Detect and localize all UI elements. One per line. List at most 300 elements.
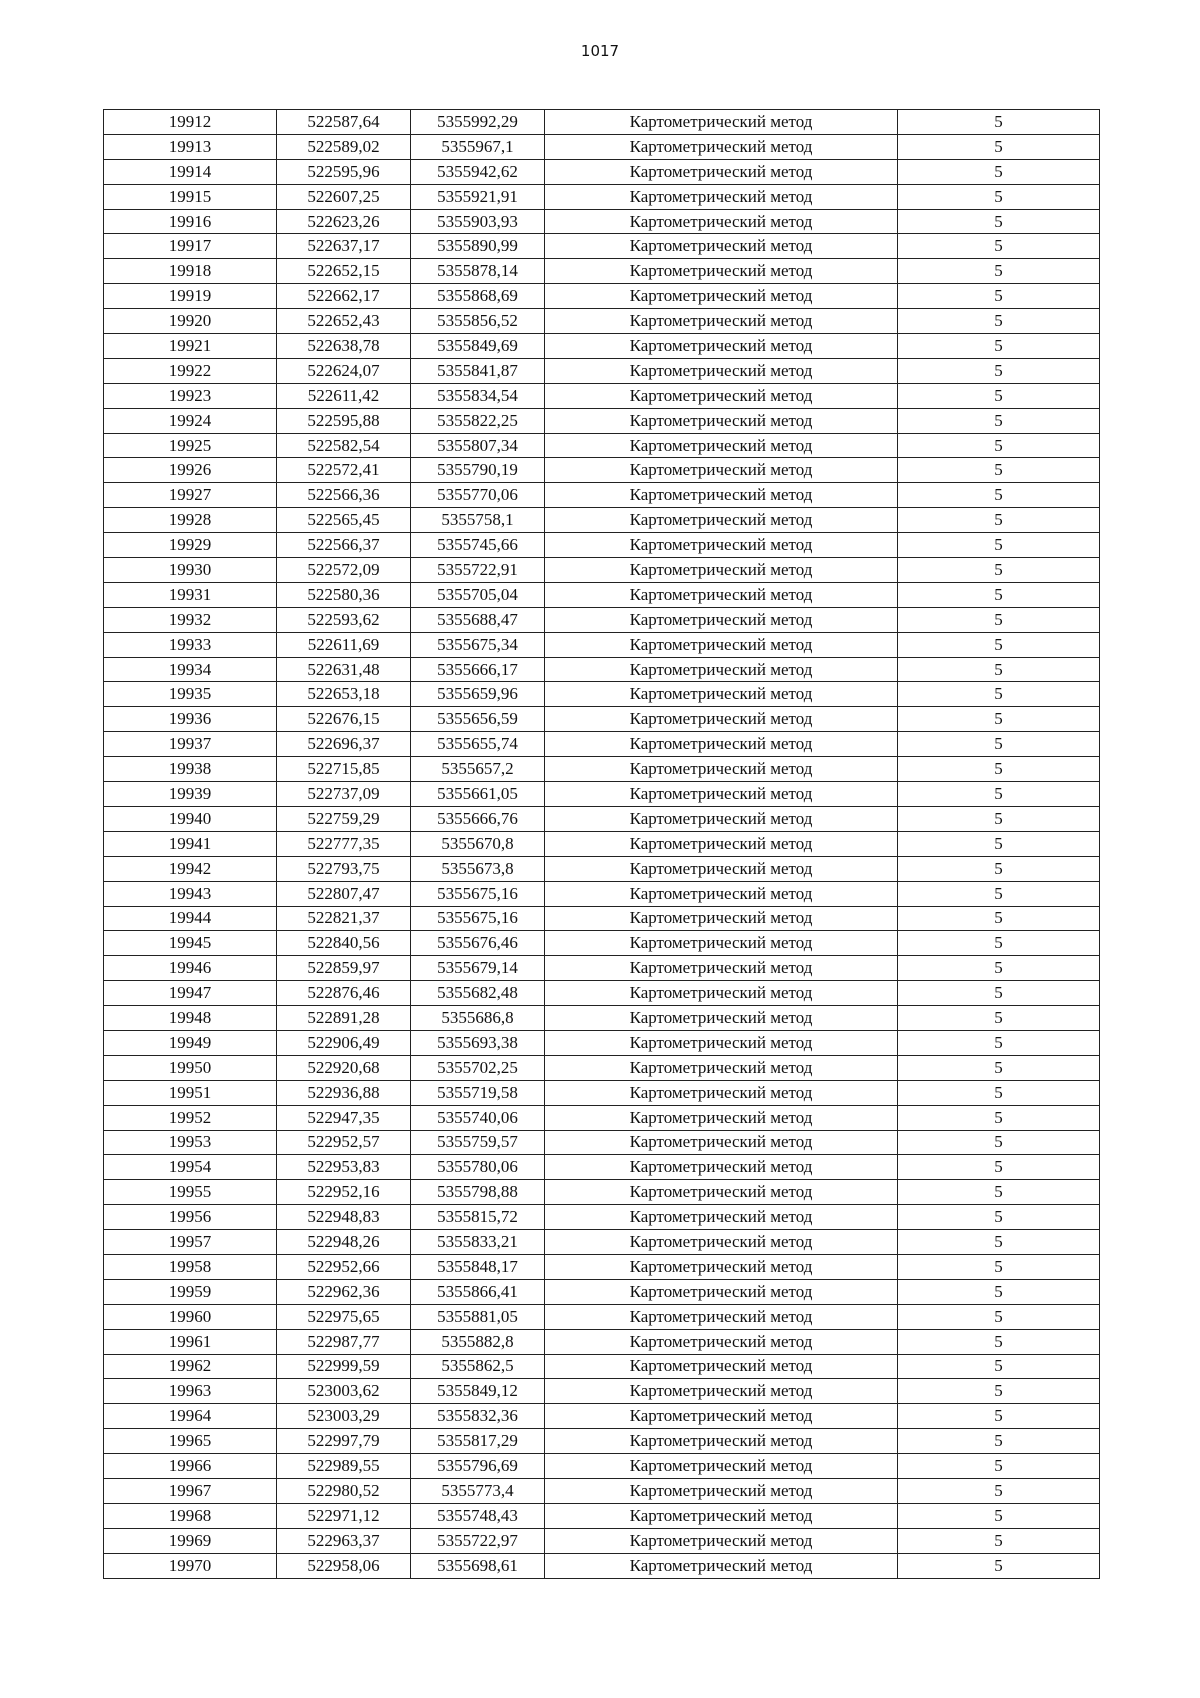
accuracy-cell: 5 — [898, 931, 1100, 956]
x-coordinate-cell: 522589,02 — [277, 134, 411, 159]
x-coordinate-cell: 522821,37 — [277, 906, 411, 931]
method-cell: Картометрический метод — [545, 1354, 898, 1379]
point-number-cell: 19939 — [104, 782, 277, 807]
method-cell: Картометрический метод — [545, 259, 898, 284]
x-coordinate-cell: 522975,65 — [277, 1304, 411, 1329]
x-coordinate-cell: 522566,37 — [277, 533, 411, 558]
method-cell: Картометрический метод — [545, 881, 898, 906]
x-coordinate-cell: 522793,75 — [277, 856, 411, 881]
y-coordinate-cell: 5355748,43 — [411, 1503, 545, 1528]
x-coordinate-cell: 522624,07 — [277, 358, 411, 383]
y-coordinate-cell: 5355868,69 — [411, 284, 545, 309]
table-row — [104, 284, 1100, 309]
method-cell: Картометрический метод — [545, 1080, 898, 1105]
y-coordinate-cell: 5355815,72 — [411, 1205, 545, 1230]
x-coordinate-cell: 522989,55 — [277, 1454, 411, 1479]
accuracy-cell: 5 — [898, 334, 1100, 359]
x-coordinate-cell: 522958,06 — [277, 1553, 411, 1578]
y-coordinate-cell: 5355878,14 — [411, 259, 545, 284]
method-cell: Картометрический метод — [545, 134, 898, 159]
point-number-cell: 19918 — [104, 259, 277, 284]
point-number-cell: 19940 — [104, 806, 277, 831]
x-coordinate-cell: 522587,64 — [277, 110, 411, 135]
point-number-cell: 19941 — [104, 831, 277, 856]
accuracy-cell: 5 — [898, 956, 1100, 981]
x-coordinate-cell: 522807,47 — [277, 881, 411, 906]
method-cell: Картометрический метод — [545, 806, 898, 831]
accuracy-cell: 5 — [898, 508, 1100, 533]
method-cell: Картометрический метод — [545, 1379, 898, 1404]
table-row — [104, 1055, 1100, 1080]
y-coordinate-cell: 5355822,25 — [411, 408, 545, 433]
accuracy-cell: 5 — [898, 259, 1100, 284]
point-number-cell: 19948 — [104, 1006, 277, 1031]
method-cell: Картометрический метод — [545, 209, 898, 234]
table-row — [104, 334, 1100, 359]
method-cell: Картометрический метод — [545, 309, 898, 334]
accuracy-cell: 5 — [898, 1329, 1100, 1354]
x-coordinate-cell: 522953,83 — [277, 1155, 411, 1180]
method-cell: Картометрический метод — [545, 1429, 898, 1454]
accuracy-cell: 5 — [898, 483, 1100, 508]
method-cell: Картометрический метод — [545, 1553, 898, 1578]
accuracy-cell: 5 — [898, 234, 1100, 259]
table-row — [104, 1279, 1100, 1304]
y-coordinate-cell: 5355688,47 — [411, 607, 545, 632]
method-cell: Картометрический метод — [545, 1279, 898, 1304]
method-cell: Картометрический метод — [545, 1454, 898, 1479]
accuracy-cell: 5 — [898, 1454, 1100, 1479]
table-row — [104, 433, 1100, 458]
method-cell: Картометрический метод — [545, 1304, 898, 1329]
y-coordinate-cell: 5355675,16 — [411, 881, 545, 906]
method-cell: Картометрический метод — [545, 931, 898, 956]
accuracy-cell: 5 — [898, 757, 1100, 782]
x-coordinate-cell: 522652,15 — [277, 259, 411, 284]
y-coordinate-cell: 5355798,88 — [411, 1180, 545, 1205]
point-number-cell: 19951 — [104, 1080, 277, 1105]
y-coordinate-cell: 5355693,38 — [411, 1030, 545, 1055]
x-coordinate-cell: 522696,37 — [277, 732, 411, 757]
accuracy-cell: 5 — [898, 582, 1100, 607]
x-coordinate-cell: 523003,29 — [277, 1404, 411, 1429]
x-coordinate-cell: 522936,88 — [277, 1080, 411, 1105]
y-coordinate-cell: 5355773,4 — [411, 1478, 545, 1503]
y-coordinate-cell: 5355682,48 — [411, 981, 545, 1006]
y-coordinate-cell: 5355759,57 — [411, 1130, 545, 1155]
y-coordinate-cell: 5355657,2 — [411, 757, 545, 782]
table-row — [104, 1155, 1100, 1180]
y-coordinate-cell: 5355698,61 — [411, 1553, 545, 1578]
y-coordinate-cell: 5355661,05 — [411, 782, 545, 807]
point-number-cell: 19933 — [104, 632, 277, 657]
accuracy-cell: 5 — [898, 1379, 1100, 1404]
y-coordinate-cell: 5355866,41 — [411, 1279, 545, 1304]
method-cell: Картометрический метод — [545, 1105, 898, 1130]
x-coordinate-cell: 522653,18 — [277, 682, 411, 707]
table-row — [104, 856, 1100, 881]
point-number-cell: 19966 — [104, 1454, 277, 1479]
table-row — [104, 1254, 1100, 1279]
y-coordinate-cell: 5355849,69 — [411, 334, 545, 359]
x-coordinate-cell: 522948,26 — [277, 1230, 411, 1255]
accuracy-cell: 5 — [898, 1155, 1100, 1180]
accuracy-cell: 5 — [898, 1429, 1100, 1454]
y-coordinate-cell: 5355967,1 — [411, 134, 545, 159]
table-row — [104, 558, 1100, 583]
point-number-cell: 19959 — [104, 1279, 277, 1304]
method-cell: Картометрический метод — [545, 1130, 898, 1155]
method-cell: Картометрический метод — [545, 657, 898, 682]
table-row — [104, 1080, 1100, 1105]
accuracy-cell: 5 — [898, 110, 1100, 135]
y-coordinate-cell: 5355832,36 — [411, 1404, 545, 1429]
table-row — [104, 1379, 1100, 1404]
point-number-cell: 19919 — [104, 284, 277, 309]
point-number-cell: 19925 — [104, 433, 277, 458]
table-row — [104, 209, 1100, 234]
y-coordinate-cell: 5355890,99 — [411, 234, 545, 259]
method-cell: Картометрический метод — [545, 1180, 898, 1205]
point-number-cell: 19961 — [104, 1329, 277, 1354]
accuracy-cell: 5 — [898, 1230, 1100, 1255]
y-coordinate-cell: 5355834,54 — [411, 383, 545, 408]
table-row — [104, 1205, 1100, 1230]
table-row — [104, 1454, 1100, 1479]
point-number-cell: 19937 — [104, 732, 277, 757]
method-cell: Картометрический метод — [545, 682, 898, 707]
method-cell: Картометрический метод — [545, 1478, 898, 1503]
x-coordinate-cell: 523003,62 — [277, 1379, 411, 1404]
table-row — [104, 732, 1100, 757]
point-number-cell: 19960 — [104, 1304, 277, 1329]
y-coordinate-cell: 5355656,59 — [411, 707, 545, 732]
x-coordinate-cell: 522920,68 — [277, 1055, 411, 1080]
method-cell: Картометрический метод — [545, 582, 898, 607]
y-coordinate-cell: 5355675,34 — [411, 632, 545, 657]
method-cell: Картометрический метод — [545, 906, 898, 931]
table-row — [104, 1030, 1100, 1055]
y-coordinate-cell: 5355679,14 — [411, 956, 545, 981]
x-coordinate-cell: 522987,77 — [277, 1329, 411, 1354]
x-coordinate-cell: 522947,35 — [277, 1105, 411, 1130]
point-number-cell: 19942 — [104, 856, 277, 881]
accuracy-cell: 5 — [898, 134, 1100, 159]
accuracy-cell: 5 — [898, 1304, 1100, 1329]
x-coordinate-cell: 522948,83 — [277, 1205, 411, 1230]
accuracy-cell: 5 — [898, 782, 1100, 807]
x-coordinate-cell: 522611,69 — [277, 632, 411, 657]
method-cell: Картометрический метод — [545, 234, 898, 259]
point-number-cell: 19915 — [104, 184, 277, 209]
point-number-cell: 19914 — [104, 159, 277, 184]
accuracy-cell: 5 — [898, 1478, 1100, 1503]
table-row — [104, 1503, 1100, 1528]
point-number-cell: 19924 — [104, 408, 277, 433]
point-number-cell: 19928 — [104, 508, 277, 533]
y-coordinate-cell: 5355666,76 — [411, 806, 545, 831]
table-row — [104, 533, 1100, 558]
coordinates-table — [103, 109, 1100, 1579]
table-row — [104, 657, 1100, 682]
x-coordinate-cell: 522715,85 — [277, 757, 411, 782]
method-cell: Картометрический метод — [545, 110, 898, 135]
point-number-cell: 19922 — [104, 358, 277, 383]
table-row — [104, 707, 1100, 732]
x-coordinate-cell: 522952,66 — [277, 1254, 411, 1279]
x-coordinate-cell: 522572,41 — [277, 458, 411, 483]
point-number-cell: 19967 — [104, 1478, 277, 1503]
method-cell: Картометрический метод — [545, 607, 898, 632]
accuracy-cell: 5 — [898, 1254, 1100, 1279]
table-row — [104, 782, 1100, 807]
y-coordinate-cell: 5355882,8 — [411, 1329, 545, 1354]
table-row — [104, 159, 1100, 184]
method-cell: Картометрический метод — [545, 358, 898, 383]
point-number-cell: 19926 — [104, 458, 277, 483]
point-number-cell: 19957 — [104, 1230, 277, 1255]
x-coordinate-cell: 522676,15 — [277, 707, 411, 732]
y-coordinate-cell: 5355722,91 — [411, 558, 545, 583]
point-number-cell: 19921 — [104, 334, 277, 359]
accuracy-cell: 5 — [898, 632, 1100, 657]
table-row — [104, 1329, 1100, 1354]
y-coordinate-cell: 5355676,46 — [411, 931, 545, 956]
x-coordinate-cell: 522962,36 — [277, 1279, 411, 1304]
accuracy-cell: 5 — [898, 558, 1100, 583]
x-coordinate-cell: 522891,28 — [277, 1006, 411, 1031]
y-coordinate-cell: 5355770,06 — [411, 483, 545, 508]
method-cell: Картометрический метод — [545, 1528, 898, 1553]
table-row — [104, 906, 1100, 931]
method-cell: Картометрический метод — [545, 757, 898, 782]
point-number-cell: 19947 — [104, 981, 277, 1006]
accuracy-cell: 5 — [898, 1354, 1100, 1379]
accuracy-cell: 5 — [898, 358, 1100, 383]
method-cell: Картометрический метод — [545, 956, 898, 981]
accuracy-cell: 5 — [898, 1006, 1100, 1031]
table-row — [104, 582, 1100, 607]
x-coordinate-cell: 522566,36 — [277, 483, 411, 508]
point-number-cell: 19950 — [104, 1055, 277, 1080]
accuracy-cell: 5 — [898, 607, 1100, 632]
accuracy-cell: 5 — [898, 383, 1100, 408]
x-coordinate-cell: 522631,48 — [277, 657, 411, 682]
table-row — [104, 458, 1100, 483]
accuracy-cell: 5 — [898, 1279, 1100, 1304]
table-row — [104, 1180, 1100, 1205]
x-coordinate-cell: 522607,25 — [277, 184, 411, 209]
accuracy-cell: 5 — [898, 1205, 1100, 1230]
point-number-cell: 19944 — [104, 906, 277, 931]
point-number-cell: 19946 — [104, 956, 277, 981]
x-coordinate-cell: 522737,09 — [277, 782, 411, 807]
point-number-cell: 19952 — [104, 1105, 277, 1130]
method-cell: Картометрический метод — [545, 1503, 898, 1528]
table-row — [104, 1105, 1100, 1130]
point-number-cell: 19968 — [104, 1503, 277, 1528]
method-cell: Картометрический метод — [545, 1006, 898, 1031]
x-coordinate-cell: 522876,46 — [277, 981, 411, 1006]
table-row — [104, 1130, 1100, 1155]
accuracy-cell: 5 — [898, 1105, 1100, 1130]
table-row — [104, 831, 1100, 856]
table-row — [104, 757, 1100, 782]
method-cell: Картометрический метод — [545, 558, 898, 583]
accuracy-cell: 5 — [898, 856, 1100, 881]
table-row — [104, 259, 1100, 284]
x-coordinate-cell: 522859,97 — [277, 956, 411, 981]
point-number-cell: 19931 — [104, 582, 277, 607]
table-row — [104, 956, 1100, 981]
y-coordinate-cell: 5355856,52 — [411, 309, 545, 334]
coordinates-table-body — [104, 110, 1100, 1579]
accuracy-cell: 5 — [898, 682, 1100, 707]
x-coordinate-cell: 522759,29 — [277, 806, 411, 831]
y-coordinate-cell: 5355862,5 — [411, 1354, 545, 1379]
point-number-cell: 19913 — [104, 134, 277, 159]
y-coordinate-cell: 5355666,17 — [411, 657, 545, 682]
point-number-cell: 19917 — [104, 234, 277, 259]
table-row — [104, 1478, 1100, 1503]
accuracy-cell: 5 — [898, 284, 1100, 309]
table-row — [104, 508, 1100, 533]
x-coordinate-cell: 522777,35 — [277, 831, 411, 856]
point-number-cell: 19936 — [104, 707, 277, 732]
accuracy-cell: 5 — [898, 1055, 1100, 1080]
x-coordinate-cell: 522997,79 — [277, 1429, 411, 1454]
y-coordinate-cell: 5355942,62 — [411, 159, 545, 184]
point-number-cell: 19970 — [104, 1553, 277, 1578]
accuracy-cell: 5 — [898, 159, 1100, 184]
y-coordinate-cell: 5355675,16 — [411, 906, 545, 931]
accuracy-cell: 5 — [898, 707, 1100, 732]
accuracy-cell: 5 — [898, 732, 1100, 757]
x-coordinate-cell: 522638,78 — [277, 334, 411, 359]
point-number-cell: 19920 — [104, 309, 277, 334]
x-coordinate-cell: 522611,42 — [277, 383, 411, 408]
page-number: 1017 — [580, 42, 620, 60]
point-number-cell: 19956 — [104, 1205, 277, 1230]
point-number-cell: 19930 — [104, 558, 277, 583]
x-coordinate-cell: 522963,37 — [277, 1528, 411, 1553]
y-coordinate-cell: 5355745,66 — [411, 533, 545, 558]
table-row — [104, 931, 1100, 956]
method-cell: Картометрический метод — [545, 408, 898, 433]
x-coordinate-cell: 522971,12 — [277, 1503, 411, 1528]
point-number-cell: 19969 — [104, 1528, 277, 1553]
point-number-cell: 19962 — [104, 1354, 277, 1379]
table-row — [104, 1429, 1100, 1454]
method-cell: Картометрический метод — [545, 334, 898, 359]
method-cell: Картометрический метод — [545, 1155, 898, 1180]
table-row — [104, 881, 1100, 906]
method-cell: Картометрический метод — [545, 383, 898, 408]
accuracy-cell: 5 — [898, 309, 1100, 334]
accuracy-cell: 5 — [898, 458, 1100, 483]
y-coordinate-cell: 5355817,29 — [411, 1429, 545, 1454]
x-coordinate-cell: 522572,09 — [277, 558, 411, 583]
y-coordinate-cell: 5355790,19 — [411, 458, 545, 483]
accuracy-cell: 5 — [898, 533, 1100, 558]
accuracy-cell: 5 — [898, 806, 1100, 831]
table-row — [104, 981, 1100, 1006]
y-coordinate-cell: 5355670,8 — [411, 831, 545, 856]
y-coordinate-cell: 5355841,87 — [411, 358, 545, 383]
x-coordinate-cell: 522840,56 — [277, 931, 411, 956]
accuracy-cell: 5 — [898, 433, 1100, 458]
x-coordinate-cell: 522952,16 — [277, 1180, 411, 1205]
x-coordinate-cell: 522652,43 — [277, 309, 411, 334]
accuracy-cell: 5 — [898, 1130, 1100, 1155]
table-row — [104, 408, 1100, 433]
accuracy-cell: 5 — [898, 1180, 1100, 1205]
accuracy-cell: 5 — [898, 209, 1100, 234]
point-number-cell: 19916 — [104, 209, 277, 234]
table-row — [104, 1404, 1100, 1429]
table-row — [104, 1230, 1100, 1255]
method-cell: Картометрический метод — [545, 632, 898, 657]
point-number-cell: 19934 — [104, 657, 277, 682]
accuracy-cell: 5 — [898, 981, 1100, 1006]
method-cell: Картометрический метод — [545, 184, 898, 209]
table-row — [104, 383, 1100, 408]
method-cell: Картометрический метод — [545, 732, 898, 757]
method-cell: Картометрический метод — [545, 1030, 898, 1055]
table-row — [104, 234, 1100, 259]
x-coordinate-cell: 522623,26 — [277, 209, 411, 234]
accuracy-cell: 5 — [898, 1404, 1100, 1429]
x-coordinate-cell: 522582,54 — [277, 433, 411, 458]
y-coordinate-cell: 5355807,34 — [411, 433, 545, 458]
method-cell: Картометрический метод — [545, 981, 898, 1006]
method-cell: Картометрический метод — [545, 1329, 898, 1354]
point-number-cell: 19927 — [104, 483, 277, 508]
y-coordinate-cell: 5355849,12 — [411, 1379, 545, 1404]
y-coordinate-cell: 5355705,04 — [411, 582, 545, 607]
method-cell: Картометрический метод — [545, 508, 898, 533]
accuracy-cell: 5 — [898, 1503, 1100, 1528]
y-coordinate-cell: 5355758,1 — [411, 508, 545, 533]
table-row — [104, 1354, 1100, 1379]
x-coordinate-cell: 522952,57 — [277, 1130, 411, 1155]
point-number-cell: 19955 — [104, 1180, 277, 1205]
x-coordinate-cell: 522595,88 — [277, 408, 411, 433]
accuracy-cell: 5 — [898, 831, 1100, 856]
accuracy-cell: 5 — [898, 408, 1100, 433]
method-cell: Картометрический метод — [545, 1205, 898, 1230]
method-cell: Картометрический метод — [545, 856, 898, 881]
y-coordinate-cell: 5355655,74 — [411, 732, 545, 757]
method-cell: Картометрический метод — [545, 1055, 898, 1080]
method-cell: Картометрический метод — [545, 831, 898, 856]
x-coordinate-cell: 522999,59 — [277, 1354, 411, 1379]
y-coordinate-cell: 5355921,91 — [411, 184, 545, 209]
x-coordinate-cell: 522662,17 — [277, 284, 411, 309]
table-row — [104, 134, 1100, 159]
point-number-cell: 19938 — [104, 757, 277, 782]
y-coordinate-cell: 5355673,8 — [411, 856, 545, 881]
y-coordinate-cell: 5355992,29 — [411, 110, 545, 135]
point-number-cell: 19912 — [104, 110, 277, 135]
x-coordinate-cell: 522595,96 — [277, 159, 411, 184]
method-cell: Картометрический метод — [545, 458, 898, 483]
x-coordinate-cell: 522565,45 — [277, 508, 411, 533]
accuracy-cell: 5 — [898, 184, 1100, 209]
accuracy-cell: 5 — [898, 1528, 1100, 1553]
point-number-cell: 19935 — [104, 682, 277, 707]
accuracy-cell: 5 — [898, 1030, 1100, 1055]
